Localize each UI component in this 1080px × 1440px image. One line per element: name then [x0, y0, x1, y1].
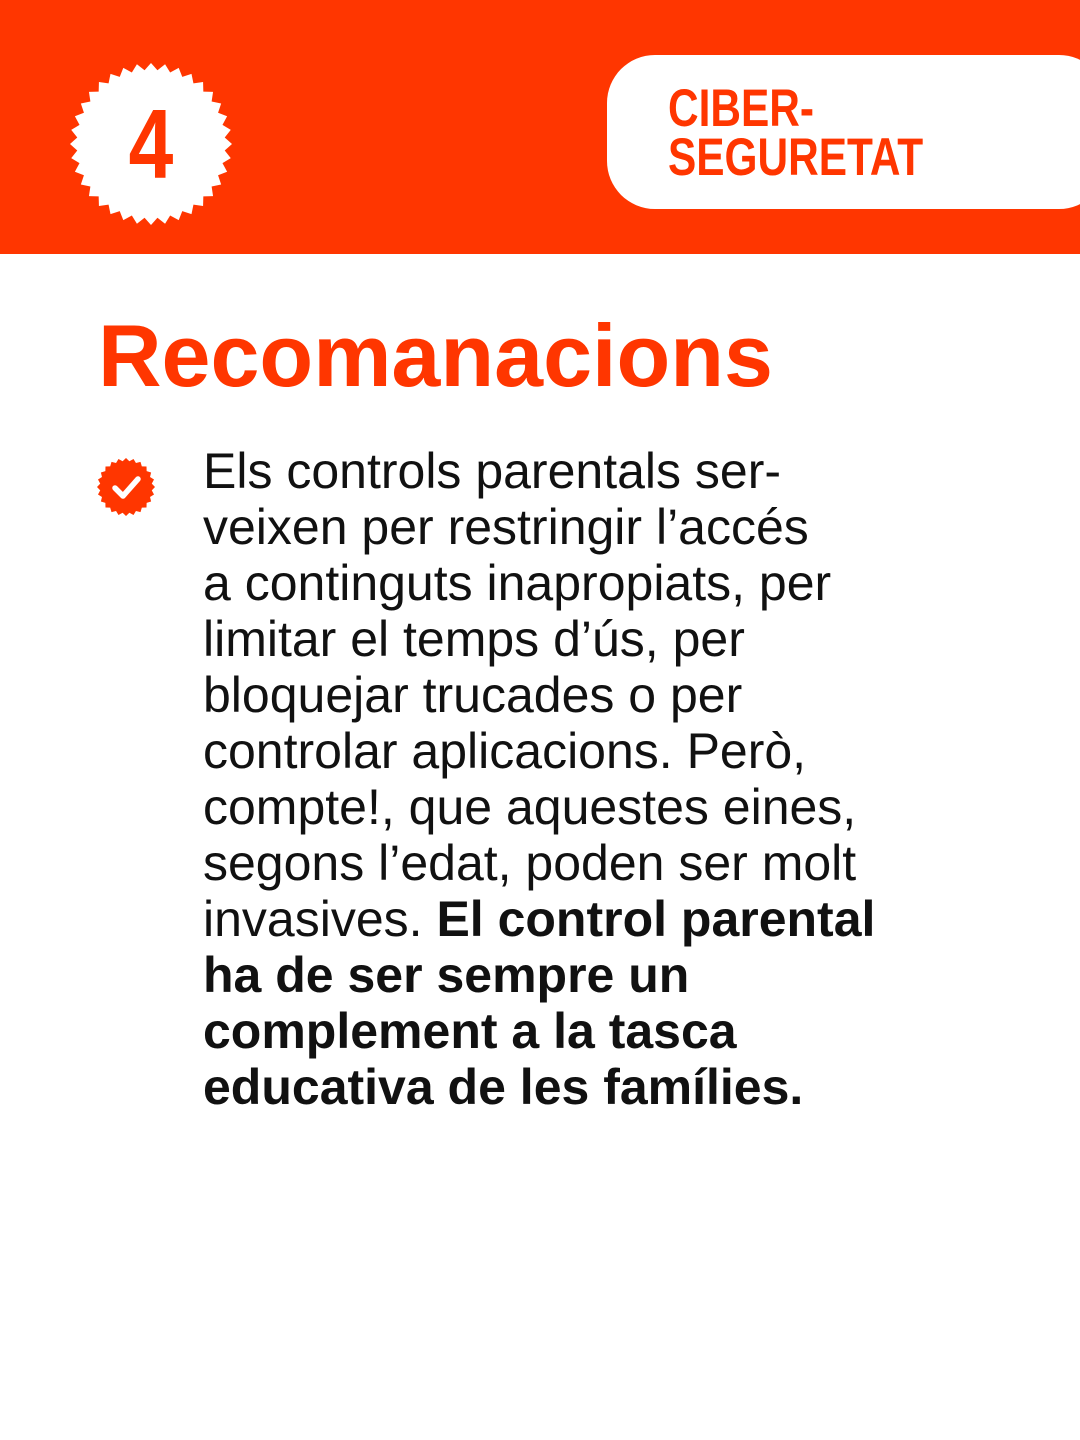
text-line: veixen per restringir l’accés	[203, 499, 809, 555]
topic-label	[668, 79, 972, 187]
text-line: compte!, que aquestes eines,	[203, 779, 857, 835]
bold-text-line: educativa de les famílies.	[203, 1059, 804, 1115]
text-segment-regular: invasives.	[203, 891, 423, 947]
text-line: a continguts inapropiats, per	[203, 555, 832, 611]
text-line: limitar el temps d’ús, per	[203, 611, 745, 667]
topic-line-2: SEGURETAT	[668, 128, 924, 187]
topic-line-1: CIBER-	[668, 79, 815, 138]
text-line: bloquejar trucades o per	[203, 667, 743, 723]
text-line: Els controls parentals ser-	[203, 443, 782, 499]
number-badge	[69, 62, 233, 226]
bold-text-line: ha de ser sempre un	[203, 947, 690, 1003]
check-badge-icon	[96, 457, 156, 517]
text-line: controlar aplicacions. Però,	[203, 723, 807, 779]
page-title: Recomanacions	[98, 306, 773, 405]
bold-text-line: complement a la tasca	[203, 1003, 737, 1059]
card-number: 4	[128, 89, 174, 199]
mixed-text-line	[203, 891, 1063, 947]
header-banner	[0, 0, 1080, 254]
text-segment-bold: El control parental	[436, 891, 876, 947]
text-line: segons l’edat, poden ser molt	[203, 835, 857, 891]
recommendation-text	[203, 443, 1063, 1115]
